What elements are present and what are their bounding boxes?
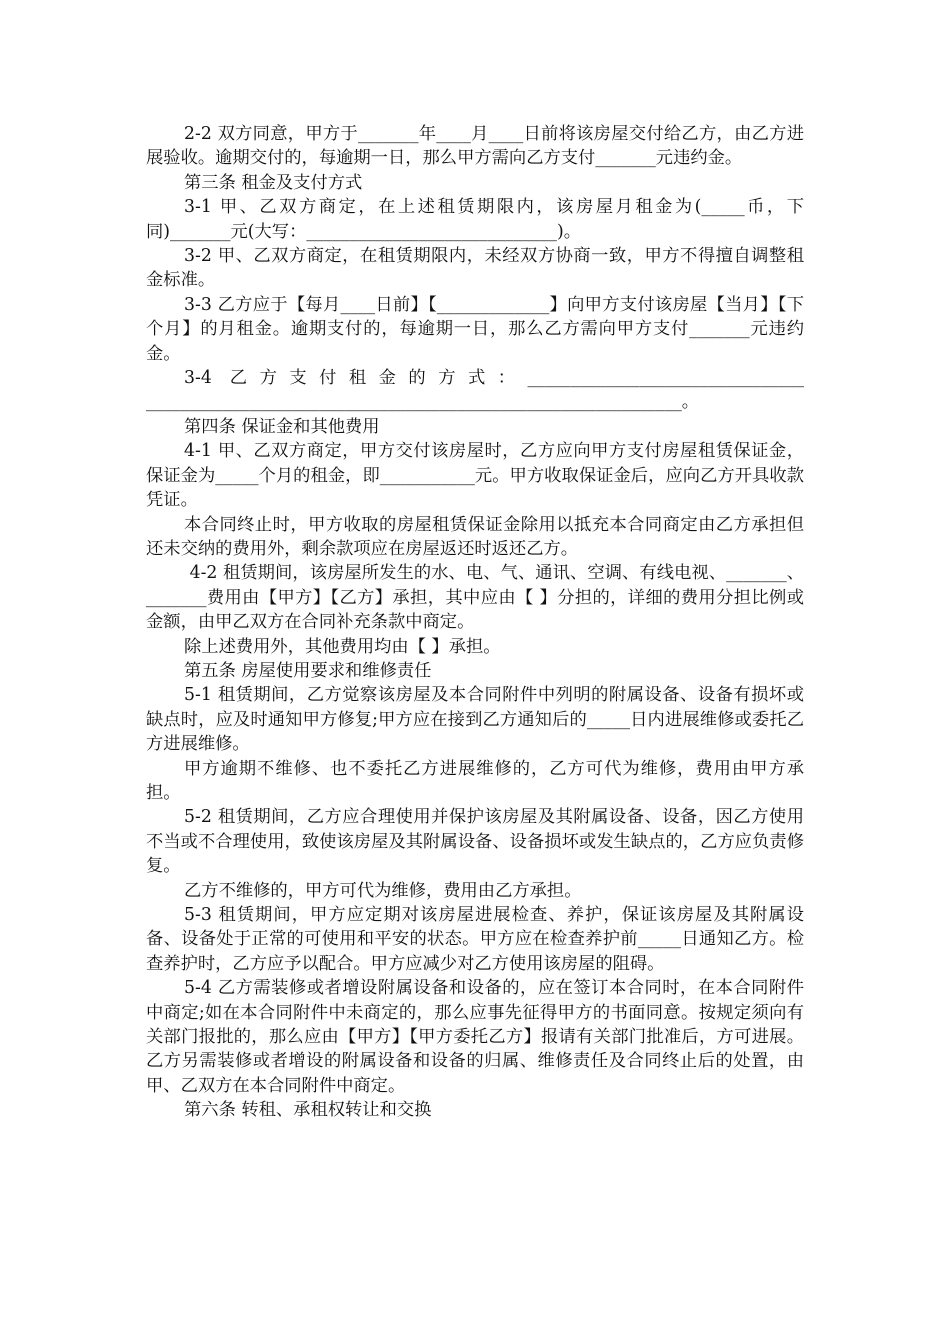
section-5-heading: 第五条 房屋使用要求和维修责任 <box>184 660 432 681</box>
clause-4-2-other-fees: 除上述费用外，其他费用均由【 】承担。 <box>184 636 501 657</box>
section-4-heading: 第四条 保证金和其他费用 <box>184 416 380 437</box>
clause-5-4: 5-4 乙方需装修或者增设附属设备和设备的，应在签订本合同时，在本合同附件中商定;如在本合同附件中未商定的，那么应事先征得甲方的书面同意。按规定须向有关部门报批的，那么应由【甲方】【甲方委托乙方】报请有关部门批准后，方可进展。乙方另需装修或者增设的附属设备和设备的归属、维修责任及合同终止后的处置，由甲、乙双方在本合同附件中商定。 <box>146 978 804 1096</box>
section-3-heading: 第三条 租金及支付方式 <box>184 172 363 193</box>
section-6-heading: 第六条 转租、承租权转让和交换 <box>184 1100 432 1121</box>
clause-5-3: 5-3 租赁期间，甲方应定期对该房屋进展检查、养护，保证该房屋及其附属设备、设备处于正常的可使用和平安的状态。甲方应在检查养护前_____日通知乙方。检查养护时，乙方应予以配合。甲方应减少对乙方使用该房屋的阻碍。 <box>146 905 804 974</box>
clause-5-2-no-repair: 乙方不维修的，甲方可代为维修，费用由乙方承担。 <box>184 880 582 901</box>
clause-3-1: 3-1 甲、乙双方商定，在上述租赁期限内，该房屋月租金为(_____币，下同)_______元(大写：_____________________________)。 <box>146 197 804 242</box>
clause-4-2: 4-2 租赁期间，该房屋所发生的水、电、气、通讯、空调、有线电视、_______、_______费用由【甲方】【乙方】承担，其中应由【 】分担的，详细的费用分担比例或金额，由甲乙双方在合同补充条款中商定。 <box>146 563 805 633</box>
clause-5-1: 5-1 租赁期间，乙方觉察该房屋及本合同附件中列明的附属设备、设备有损坏或缺点时，应及时通知甲方修复;甲方应在接到乙方通知后的_____日内进展维修或委托乙方进展维修。 <box>146 685 804 755</box>
clause-2-2: 2-2 双方同意，甲方于_______年____月____日前将该房屋交付给乙方，由乙方进展验收。逾期交付的，每逾期一日，那么甲方需向乙方支付_______元违约金。 <box>146 124 804 169</box>
clause-4-1-termination: 本合同终止时，甲方收取的房屋租赁保证金除用以抵充本合同商定由乙方承担但还未交纳的费用外，剩余款项应在房屋返还时返还乙方。 <box>146 514 804 559</box>
clause-3-4: 3-4 乙方支付租金的方式：________________________________ ______________________________________________________________。 <box>146 368 810 413</box>
clause-5-1-overdue: 甲方逾期不维修、也不委托乙方进展维修的，乙方可代为维修，费用由甲方承担。 <box>146 758 804 803</box>
document-page <box>146 122 810 1123</box>
clause-3-3: 3-3 乙方应于【每月____日前】【_____________】向甲方支付该房屋【当月】【下个月】的月租金。逾期支付的，每逾期一日，那么乙方需向甲方支付_______元违约金。 <box>146 294 804 364</box>
clause-5-2: 5-2 租赁期间，乙方应合理使用并保护该房屋及其附属设备、设备，因乙方使用不当或不合理使用，致使该房屋及其附属设备、设备损坏或发生缺点的，乙方应负责修复。 <box>146 807 804 877</box>
clause-4-1: 4-1 甲、乙双方商定，甲方交付该房屋时，乙方应向甲方支付房屋租赁保证金，保证金为_____个月的租金，即___________元。甲方收取保证金后，应向乙方开具收款凭证。 <box>146 441 804 511</box>
clause-3-2: 3-2 甲、乙双方商定，在租赁期限内，未经双方协商一致，甲方不得擅自调整租金标准。 <box>146 246 804 291</box>
